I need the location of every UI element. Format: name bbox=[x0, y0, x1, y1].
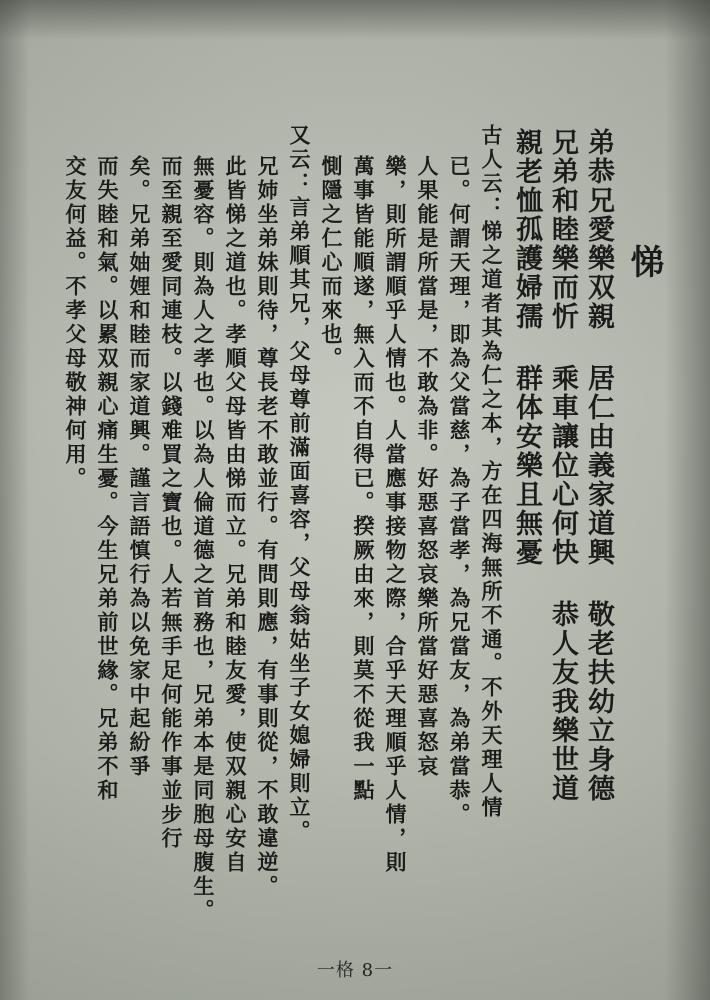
prose2-column-7: 而失睦和氣。以累双親心痛生憂。今生兄弟前世緣。兄弟不和 bbox=[95, 155, 120, 803]
prose2-column-1: 又云：言弟順其兄，父母尊前滿面喜容，父母翁姑坐子女媳婦則立。 bbox=[287, 124, 312, 844]
prose2-column-3: 此皆悌之道也。孝順父母皆由悌而立。兄弟和睦友愛，使双親心安自 bbox=[223, 155, 248, 875]
prose1-column-2: 已。何謂天理，即為父當慈，為子當孝，為兄當友，為弟當恭。 bbox=[447, 155, 472, 827]
prose1-column-4: 樂，則所謂順乎人情也。人當應事接物之際，合乎天理順乎人情，則 bbox=[383, 155, 408, 875]
page-title: 悌 bbox=[624, 244, 664, 280]
prose2-column-2: 兄姉坐弟妹則待，尊長老不敢並行。有問則應，有事則從，不敢違逆。 bbox=[255, 155, 280, 899]
scan-shadow-right bbox=[665, 0, 710, 1000]
scan-shadow-left bbox=[0, 0, 30, 1000]
page-number: 一格 8一 bbox=[316, 960, 394, 981]
prose1-column-6: 惻隱之仁心而來也。 bbox=[319, 155, 344, 371]
poem-line-2: 兄弟和睦樂而忻 乘車讓位心何快 恭人友我樂世道 bbox=[547, 128, 578, 803]
prose1-column-3: 人果能是所當是，不敢為非。好惡喜怒哀樂所當好惡喜怒哀 bbox=[415, 155, 440, 779]
prose2-column-4: 無憂容。則為人之孝也。以為人倫道德之首務也，兄弟本是同胞母腹生。 bbox=[191, 155, 216, 923]
prose2-column-5: 而至親至愛同連枝。以錢难買之寶也。人若無手足何能作事並步行 bbox=[159, 155, 184, 851]
prose1-column-1: 古人云：悌之道者其為仁之本，方在四海無所不通。不外天理人情 bbox=[479, 124, 504, 820]
poem-line-3: 親老恤孤護婦孺 群体安樂且無憂 bbox=[511, 128, 542, 567]
scan-shadow-top bbox=[0, 0, 710, 40]
prose2-column-6: 矣。兄弟妯娌和睦而家道興。謹言語慎行為以免家中起紛爭 bbox=[127, 155, 152, 779]
prose1-column-5: 萬事皆能順遂，無入而不自得已。揆厥由來，則莫不從我一點 bbox=[351, 155, 376, 803]
poem-line-1: 弟恭兄愛樂双親 居仁由義家道興 敬老扶幼立身德 bbox=[583, 128, 614, 803]
prose2-column-8: 交友何益。不孝父母敬神何用。 bbox=[63, 155, 88, 491]
